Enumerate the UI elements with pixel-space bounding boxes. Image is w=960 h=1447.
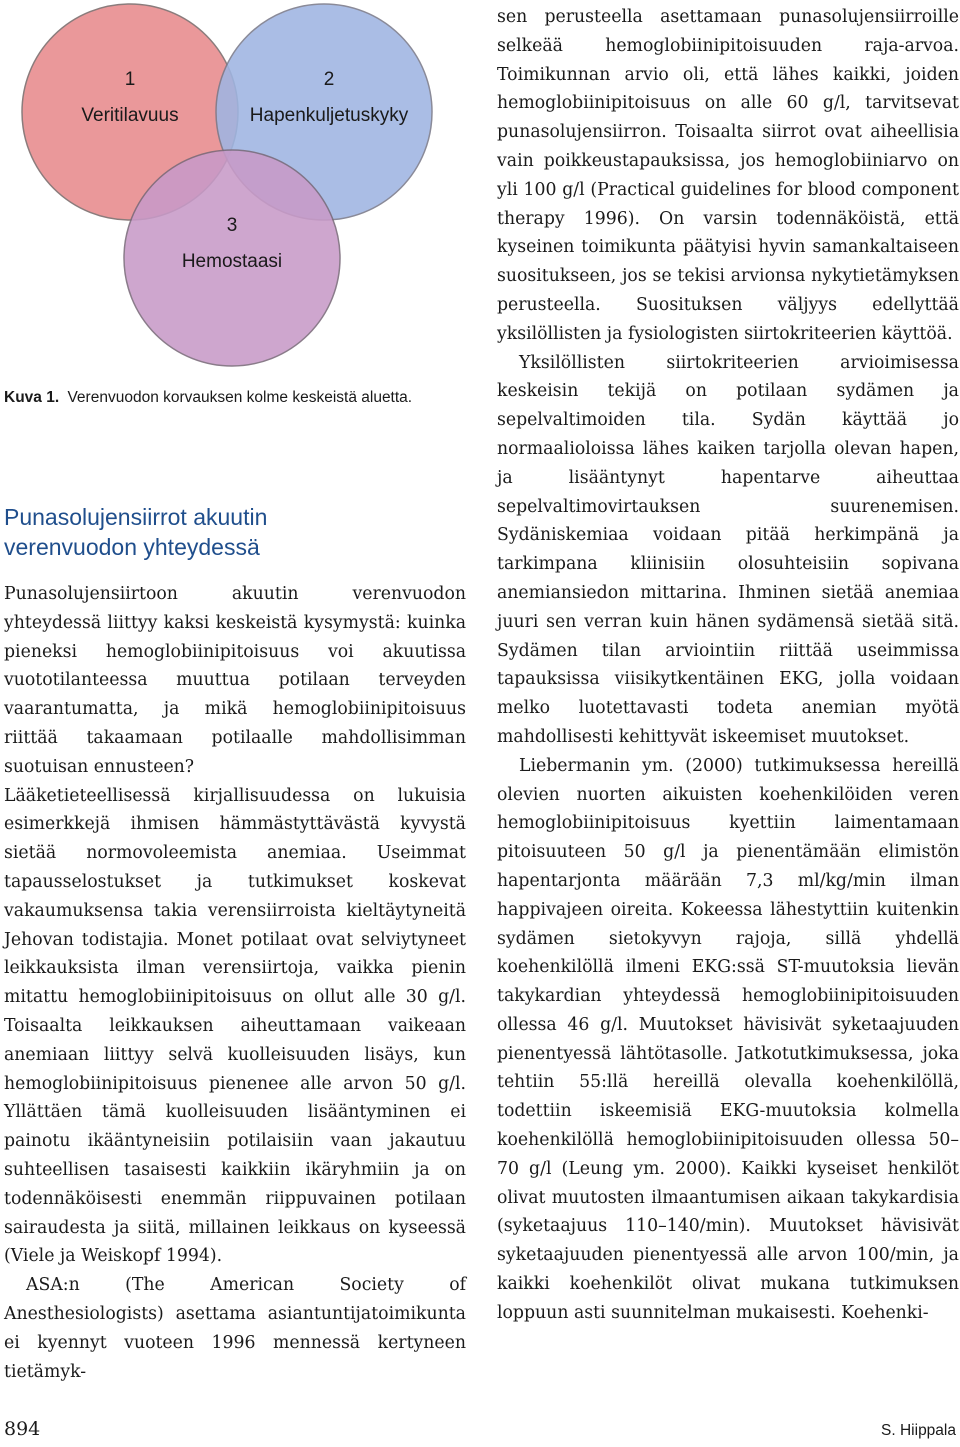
left-paragraph-1: Punasolujensiirtoon akuutin verenvuodon yhteydessä liittyy kaksi keskeistä kysymystä: kuinka pieneksi hemoglobiinipitoisuus voi akuutissa vuototilanteessa muuttua potilaan terveyden vaarantumatta, ja mikä hemoglobiinipitoisuus riittää takaamaan potilaalle mahdollisimman suotuisan ennusteen? xyxy=(4,584,466,777)
section-title-line2: verenvuodon yhteydessä xyxy=(4,534,260,560)
venn-label-1-number: 1 xyxy=(124,69,136,90)
venn-label-3 xyxy=(122,208,342,280)
section-title xyxy=(4,502,470,562)
left-column xyxy=(4,580,466,1386)
venn-diagram-graphic xyxy=(0,0,470,380)
page-number: 894 xyxy=(4,1418,41,1440)
right-paragraph-1: sen perusteella asettamaan punasolujensiirroille selkeää hemoglobiinipitoisuuden raja-arvoa. Toimikunnan arvio oli, että lähes kaikki, joiden hemoglobiinipitoisuus on alle 60 g/l, tarvitsevat punasolujensiirron. Toisaalta siirrot ovat aiheellisia vain poikkeustapauksissa, jos hemoglobiiniarvo on yli 100 g/l (Practical guidelines for blood component therapy 1996). On varsin todennäköistä, että kyseinen toimikunta päätyisi hyvin samankaltaiseen suositukseen, jos se tekisi arvionsa nykytietämyksen perusteella. Suosituksen väljyys edellyttää yksilöllisten ja fysiologisten siirtokriteerien käyttöä. xyxy=(497,7,959,344)
venn-label-3-text: Hemostaasi xyxy=(181,251,283,272)
right-column xyxy=(497,3,959,1328)
right-paragraph-3: Liebermanin ym. (2000) tutkimuksessa hereillä olevien nuorten aikuisten koehenkilöiden veren hemoglobiinipitoisuus kyettiin laimentamaan pitoisuuteen 50 g/l ja pienentämään elimistön hapentarjonta määrään 7,3 ml/kg/min ilman happivajeen oireita. Kokeessa lähestyttiin kuitenkin sydämen sietokyvyn rajoja, sillä yhdellä koehenkilöllä ilmeni EKG:ssä ST-muutoksia lievän takykardian yhteydessä hemoglobiinipitoisuuden ollessa 46 g/l. Muutokset hävisivät syketaajuuden pienentyessä lähtötasolle. Jatkotutkimuksessa, joka tehtiin 55:llä hereillä olevalla koehenkilöllä, todettiin iskeemisiä EKG-muutoksia kolmella koehenkilöllä hemoglobiinipitoisuuden ollessa 50–70 g/l (Leung ym. 2000). Kaikki kyseiset henkilöt olivat muutosten ilmaantumisen aikaan takykardisia (syketaajuus 110–140/min). Muutokset hävisivät syketaajuuden pienentyessä alle arvon 100/min, ja kaikki koehenkilöt olivat mukana tutkimuksen loppuun asti suunnitelman mukaisesti. Koehenki- xyxy=(497,755,959,1323)
venn-label-2-number: 2 xyxy=(323,69,335,90)
venn-label-3-number: 3 xyxy=(226,215,238,236)
left-paragraph-3: ASA:n (The American Society of Anesthesiologists) asettama asiantuntijatoimikunta ei kyennyt vuoteen 1996 mennessä kertyneen tietämyk- xyxy=(4,1275,466,1382)
venn-label-2-text: Hapenkuljetuskyky xyxy=(249,105,409,126)
section-title-line1: Punasolujensiirrot akuutin xyxy=(4,504,268,530)
figure-caption xyxy=(4,389,470,407)
venn-label-1 xyxy=(20,62,240,134)
venn-diagram xyxy=(0,0,470,380)
venn-label-1-text: Veritilavuus xyxy=(81,105,179,126)
figure-caption-label: Kuva 1. xyxy=(4,389,60,406)
left-paragraph-2: Lääketieteellisessä kirjallisuudessa on lukuisia esimerkkejä ihmisen hämmästyttävästä kyvystä sietää normovoleemista anemiaa. Useimmat tapausselostukset ja tutkimukset koskevat vakaumuksensa takia verensiirroista kieltäytyneitä Jehovan todistajia. Monet potilaat ovat selviytyneet leikkauksista ilman verensiirtoja, vaikka pienin mitattu hemoglobiinipitoisuus on ollut alle 30 g/l. Toisaalta leikkauksen aiheuttamaan vaikeaan anemiaan liittyy selvä kuolleisuuden lisäys, kun hemoglobiinipitoisuus pienenee alle arvon 50 g/l. Yllättäen tämä kuolleisuuden lisääntyminen ei painotu ikääntyneisiin potilaisiin vaan jakautuu suhteellisen tasaisesti kaikkiin ikäryhmiin ja on todennäköisesti enemmän riippuvainen potilaan sairaudesta ja siitä, millainen leikkaus on kyseessä (Viele ja Weiskopf 1994). xyxy=(4,785,466,1267)
figure-caption-text: Verenvuodon korvauksen kolme keskeistä aluetta. xyxy=(67,389,413,406)
right-paragraph-2: Yksilöllisten siirtokriteerien arvioimisessa keskeisin tekijä on potilaan sydämen ja sepelvaltimoiden tila. Sydän käyttää jo normaalioloissa lähes kaiken tarjolla olevan hapen, ja lisääntynyt hapentarve aiheuttaa sepelvaltimovirtauksen suurenemisen. Sydäniskemiaa voidaan pitää herkimpänä ja tarkimpana kliinisiin olosuhteisiin sopivana anemiansiedon mittarina. Ihminen sietää anemiaa juuri sen verran kuin hänen sydämensä sietää sitä. Sydämen tilan arviointiin riittää useimmissa tapauksissa viisikytkentäinen EKG, jolla voidaan melko luotettavasti todeta anemian myötä mahdollisesti kehittyvät iskeemiset muutokset. xyxy=(497,352,959,747)
venn-label-2 xyxy=(219,62,439,134)
running-footer-author: S. Hiippala xyxy=(881,1422,956,1439)
